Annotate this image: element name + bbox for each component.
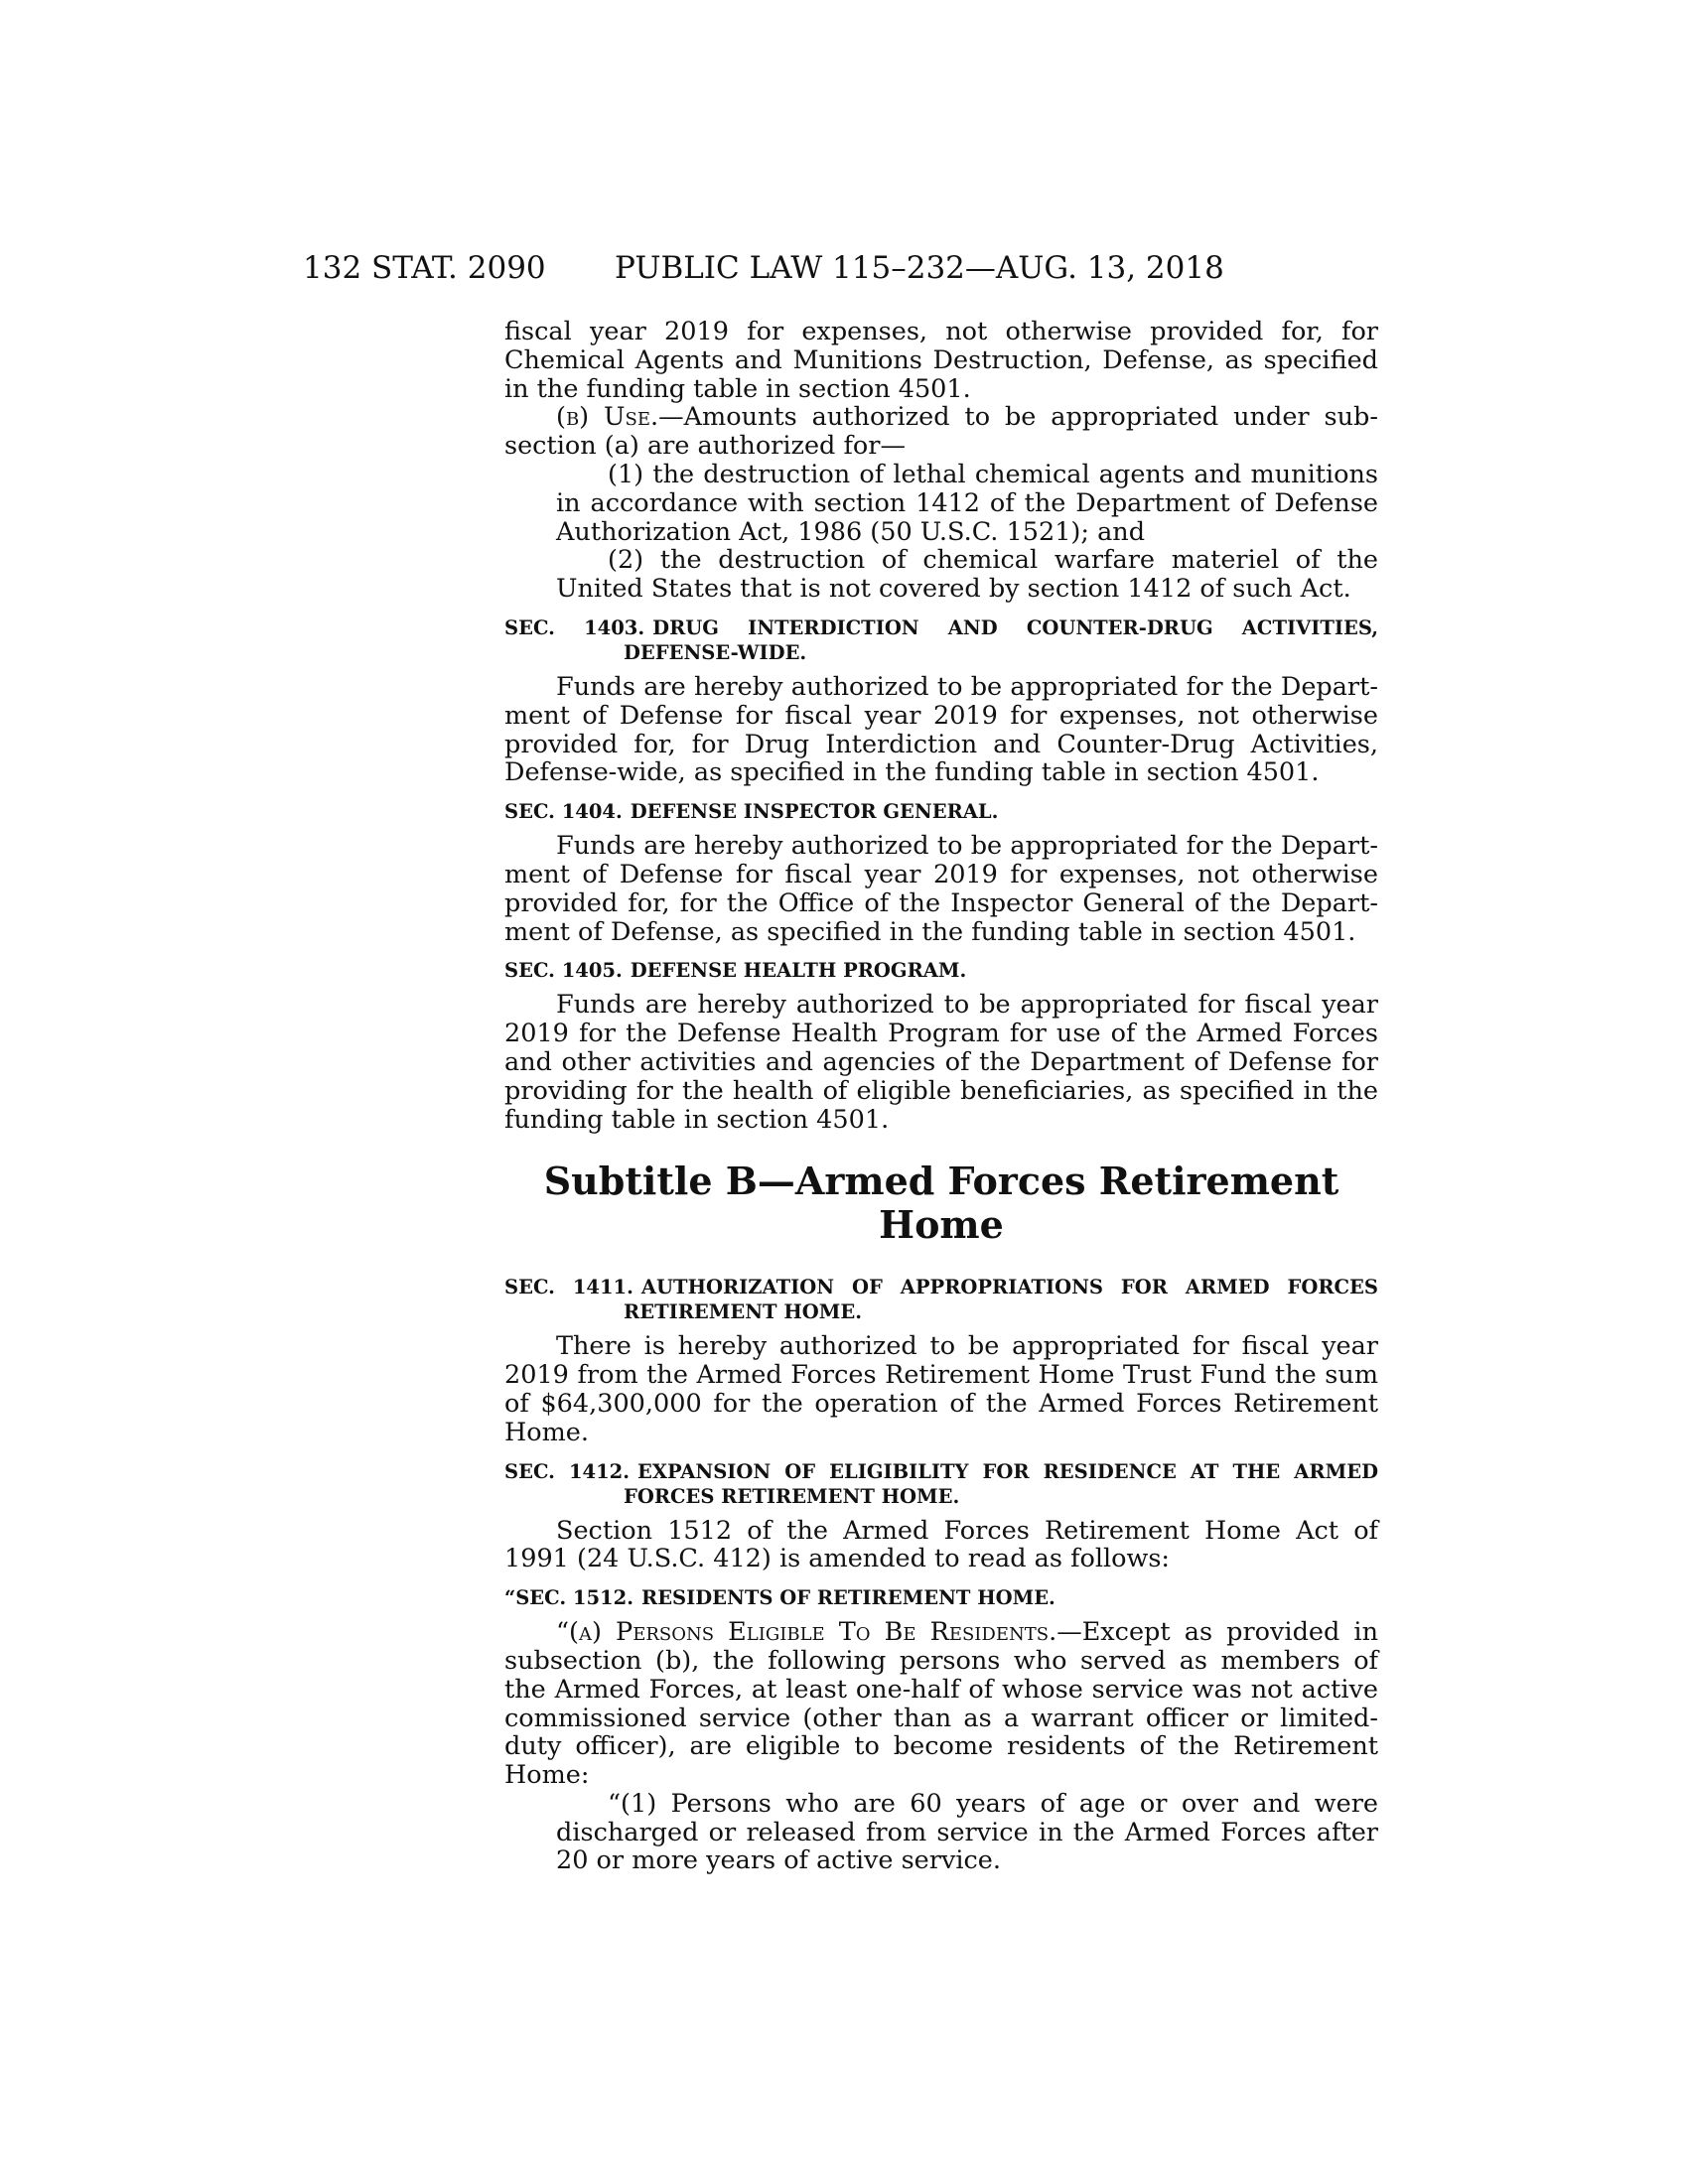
section-heading-1412 xyxy=(504,1459,1378,1509)
paragraph-persons-eligible xyxy=(504,1618,1378,1790)
section-heading-1411 xyxy=(504,1275,1378,1324)
paragraph-sec-1405: Funds are hereby authorized to be appropriated for fiscal year 2019 for the Defense Health Program for use of the Armed Forces and other activities and agencies of the Department of Defense for providing for the health of eligible beneficiaries, as specified in the funding table in section 4501. xyxy=(504,990,1378,1135)
section-number-1411: SEC. 1411. xyxy=(504,1276,633,1299)
paragraph-persons-eligible-label: “(a) Persons Eligible To Be Residents. xyxy=(556,1617,1057,1648)
subtitle-line-2: Home xyxy=(879,1202,1004,1248)
section-heading-1512 xyxy=(504,1585,1378,1610)
paragraph-eligible-item-1: “(1) Persons who are 60 years of age or over and were discharged or released from service in the Armed Forces after 20 or more years of active service. xyxy=(556,1788,1378,1876)
section-number-1404: SEC. 1404. xyxy=(504,800,623,824)
paragraph-sec-1404: Funds are hereby authorized to be appropriated for the Department of Defense for fiscal year 2019 for expenses, not otherwise provided for, for the Office of the Inspector General of the Department of Defense, as specified in the funding table in section 4501. xyxy=(504,831,1378,947)
section-title-1405: DEFENSE HEALTH PROGRAM. xyxy=(630,959,967,983)
paragraph-sec-1411: There is hereby authorized to be appropriated for fiscal year 2019 from the Armed Forces Retirement Home Trust Fund the sum of $64,300,000 for the operation of the Armed Forces Retirement Home. xyxy=(504,1331,1378,1447)
section-number-1405: SEC. 1405. xyxy=(504,959,623,983)
section-number-1403: SEC. 1403. xyxy=(504,615,645,639)
paragraph-use-text: —Amounts authorized to be appropriated under subsection (a) are authorized for— xyxy=(504,402,1378,462)
section-title-1411: AUTHORIZATION OF APPROPRIATIONS FOR ARMED FORCES RETIREMENT HOME. xyxy=(624,1276,1379,1324)
section-title-1404: DEFENSE INSPECTOR GENERAL. xyxy=(630,800,999,824)
section-number-1512: “SEC. 1512. xyxy=(504,1586,633,1610)
law-citation: PUBLIC LAW 115–232—AUG. 13, 2018 xyxy=(615,250,1224,286)
paragraph-chemical-agents: fiscal year 2019 for expenses, not otherwise provided for, for Chemical Agents and Munitions Destruction, Defense, as specified in the funding table in section 4501. xyxy=(504,317,1378,404)
running-head xyxy=(303,248,1296,288)
section-title-1512: RESIDENTS OF RETIREMENT HOME. xyxy=(640,1586,1055,1610)
paragraph-sec-1412: Section 1512 of the Armed Forces Retirement Home Act of 1991 (24 U.S.C. 412) is amended to read as follows: xyxy=(504,1515,1378,1574)
paragraph-sec-1403: Funds are hereby authorized to be appropriated for the Department of Defense for fiscal year 2019 for expenses, not otherwise provided for, for Drug Interdiction and Counter-Drug Activities, Defense-wide, as specified in the funding table in section 4501. xyxy=(504,671,1378,788)
paragraph-use-label: (b) Use. xyxy=(556,402,659,433)
section-heading-1405 xyxy=(504,958,1378,983)
section-heading-1403 xyxy=(504,615,1378,665)
paragraph-use xyxy=(504,403,1378,461)
paragraph-use-item-1: (1) the destruction of lethal chemical agents and munitions in accordance with section 1412 of the Department of Defense Authorization Act, 1986 (50 U.S.C. 1521); and xyxy=(556,459,1378,547)
section-heading-1404 xyxy=(504,799,1378,824)
section-title-1403: DRUG INTERDICTION AND COUNTER-DRUG ACTIVITIES, DEFENSE-WIDE. xyxy=(624,615,1378,664)
subtitle-line-1: Subtitle B—Armed Forces Retirement xyxy=(543,1159,1339,1204)
section-title-1412: EXPANSION OF ELIGIBILITY FOR RESIDENCE AT THE ARMED FORCES RETIREMENT HOME. xyxy=(624,1459,1379,1508)
section-number-1412: SEC. 1412. xyxy=(504,1459,631,1483)
subtitle-heading xyxy=(504,1160,1378,1247)
paragraph-use-item-2: (2) the destruction of chemical warfare materiel of the United States that is not covered by section 1412 of such Act. xyxy=(556,545,1378,605)
paragraph-persons-eligible-text: —Except as provided in subsection (b), the following persons who served as members of the Armed Forces, at least one-half of whose service was not active commissioned service (other than as a warrant officer or limited-duty officer), are eligible to become residents of the Retirement Home: xyxy=(504,1617,1378,1791)
document-body xyxy=(504,318,1378,1875)
page-folio: 132 STAT. 2090 xyxy=(303,250,546,286)
